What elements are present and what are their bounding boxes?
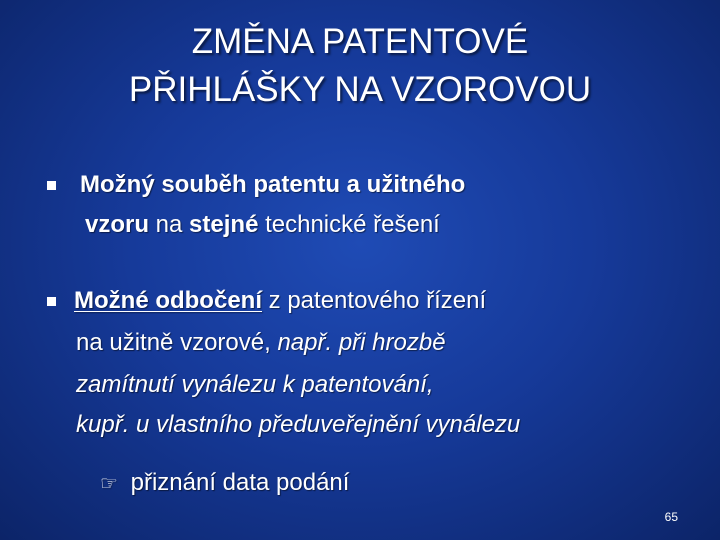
hand-pointing-icon: ☞ (100, 473, 118, 495)
bullet-2-line-1 (74, 281, 486, 321)
bullet-square-icon (47, 297, 56, 306)
bullet-2-line-2 (76, 323, 446, 363)
bullet-1-line-2 (85, 205, 440, 245)
bullet-2-line-3: zamítnutí vynálezu k patentování, (76, 371, 434, 398)
bullet-1-bold-text: Možný souběh patentu a užitného (80, 171, 466, 198)
sub-item (100, 463, 349, 504)
page-number: 65 (664, 510, 678, 524)
bullet-square-icon (47, 181, 56, 190)
title-line-2: PŘIHLÁŠKY NA VZOROVOU (128, 70, 592, 109)
slide-title (0, 18, 720, 114)
bullet-1-rest: technické řešení (258, 211, 440, 238)
title-line-1: ZMĚNA PATENTOVÉ (191, 22, 529, 61)
bullet-2-line-2-italic: např. při hrozbě (277, 329, 446, 356)
bullet-1-vzoru: vzoru (85, 211, 150, 238)
bullet-1-line-1 (80, 165, 465, 205)
bullet-2-line-2-normal: na užitně vzorové, (76, 329, 278, 356)
bullet-1-stejne: stejné (189, 211, 259, 238)
sub-item-text: přiznání data podání (130, 469, 350, 496)
bullet-2-line-4: kupř. u vlastního předuveřejnění vynálezu (76, 411, 521, 438)
bullet-2-line-1-rest: z patentového řízení (262, 287, 487, 314)
bullet-2-bold-text: Možné odbočení (74, 287, 262, 314)
bullet-1-na: na (149, 211, 190, 238)
